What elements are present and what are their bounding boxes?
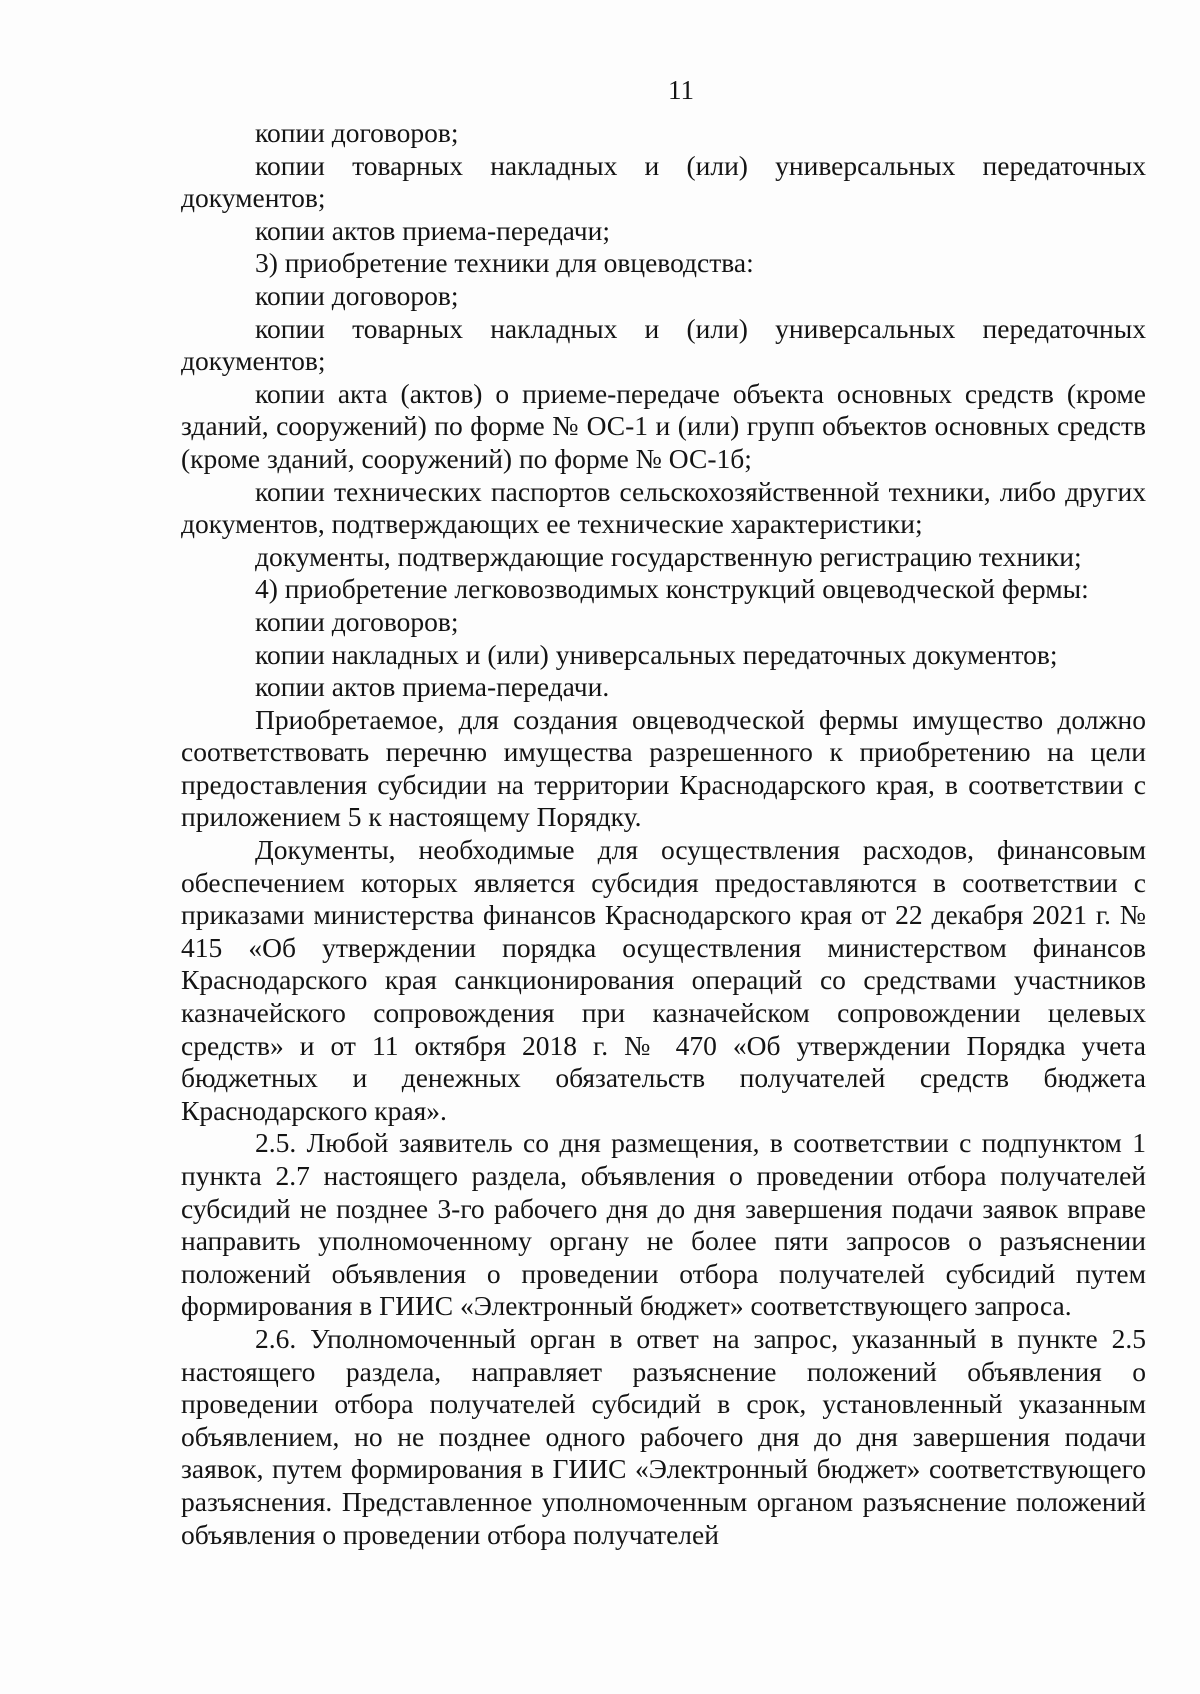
document-body xyxy=(181,117,1146,1551)
paragraph: копии договоров; xyxy=(255,279,459,311)
paragraph: 2.5. Любой заявитель со дня размещения, в соответствии с подпунктом 1 пункта 2.7 настоящего раздела, объявления о проведении отбора получателей субсидий не позднее 3-го рабочего дня до дня завершения подачи заявок вправе направить уполномоченному органу не более пяти запросов о разъяснении положений объявления о проведении отбора получателей субсидий путем формирования в ГИИС «Электронный бюджет» соответствующего запроса. xyxy=(181,1127,1146,1322)
paragraph: копии акта (актов) о приеме-передаче объекта основных средств (кроме зданий, сооружений) по форме № ОС-1 и (или) групп объектов основных средств (кроме зданий, сооружений) по форме № ОС-1б; xyxy=(181,377,1146,474)
paragraph: копии актов приема-передачи. xyxy=(255,671,610,703)
paragraph: Документы, необходимые для осуществления расходов, финансовым обеспечением которых является субсидия предоставляются в соответствии с приказами министерства финансов Краснодарского края от 22 декабря 2021 г. № 415 «Об утверждении порядка осуществления министерством финансов Краснодарского края санкционирования операций со средствами участников казначейского сопровождения при казначейском сопровождении целевых средств» и от 11 октября 2018 г. № 470 «Об утверждении Порядка учета бюджетных и денежных обязательств получателей средств бюджета Краснодарского края». xyxy=(181,834,1146,1126)
paragraph: копии договоров; xyxy=(255,605,459,637)
paragraph: копии актов приема-передачи; xyxy=(255,214,610,246)
paragraph: копии накладных и (или) универсальных передаточных документов; xyxy=(255,638,1058,670)
paragraph: копии договоров; xyxy=(255,117,459,148)
paragraph: документы, подтверждающие государственную регистрацию техники; xyxy=(255,540,1082,572)
paragraph: Приобретаемое, для создания овцеводческой фермы имущество должно соответствовать перечню имущества разрешенного к приобретению на цели предоставления субсидии на территории Краснодарского края, в соответствии с приложением 5 к настоящему Порядку. xyxy=(181,703,1146,833)
paragraph: копии товарных накладных и (или) универсальных передаточных документов; xyxy=(181,312,1146,377)
paragraph: 3) приобретение техники для овцеводства: xyxy=(255,247,754,279)
paragraph: 4) приобретение легковозводимых конструкций овцеводческой фермы: xyxy=(255,573,1089,605)
paragraph: копии технических паспортов сельскохозяйственной техники, либо других документов, подтверждающих ее технические характеристики; xyxy=(181,475,1146,540)
paragraph: 2.6. Уполномоченный орган в ответ на запрос, указанный в пункте 2.5 настоящего раздела, направляет разъяснение положений объявления о проведении отбора получателей субсидий в срок, установленный указанным объявлением, но не позднее одного рабочего дня до дня завершения подачи заявок, путем формирования в ГИИС «Электронный бюджет» соответствующего разъяснения. Представленное уполномоченным органом разъяснение положений объявления о проведении отбора получателей xyxy=(181,1322,1146,1550)
page-number: 11 xyxy=(668,75,694,105)
paragraph: копии товарных накладных и (или) универсальных передаточных документов; xyxy=(181,149,1146,214)
